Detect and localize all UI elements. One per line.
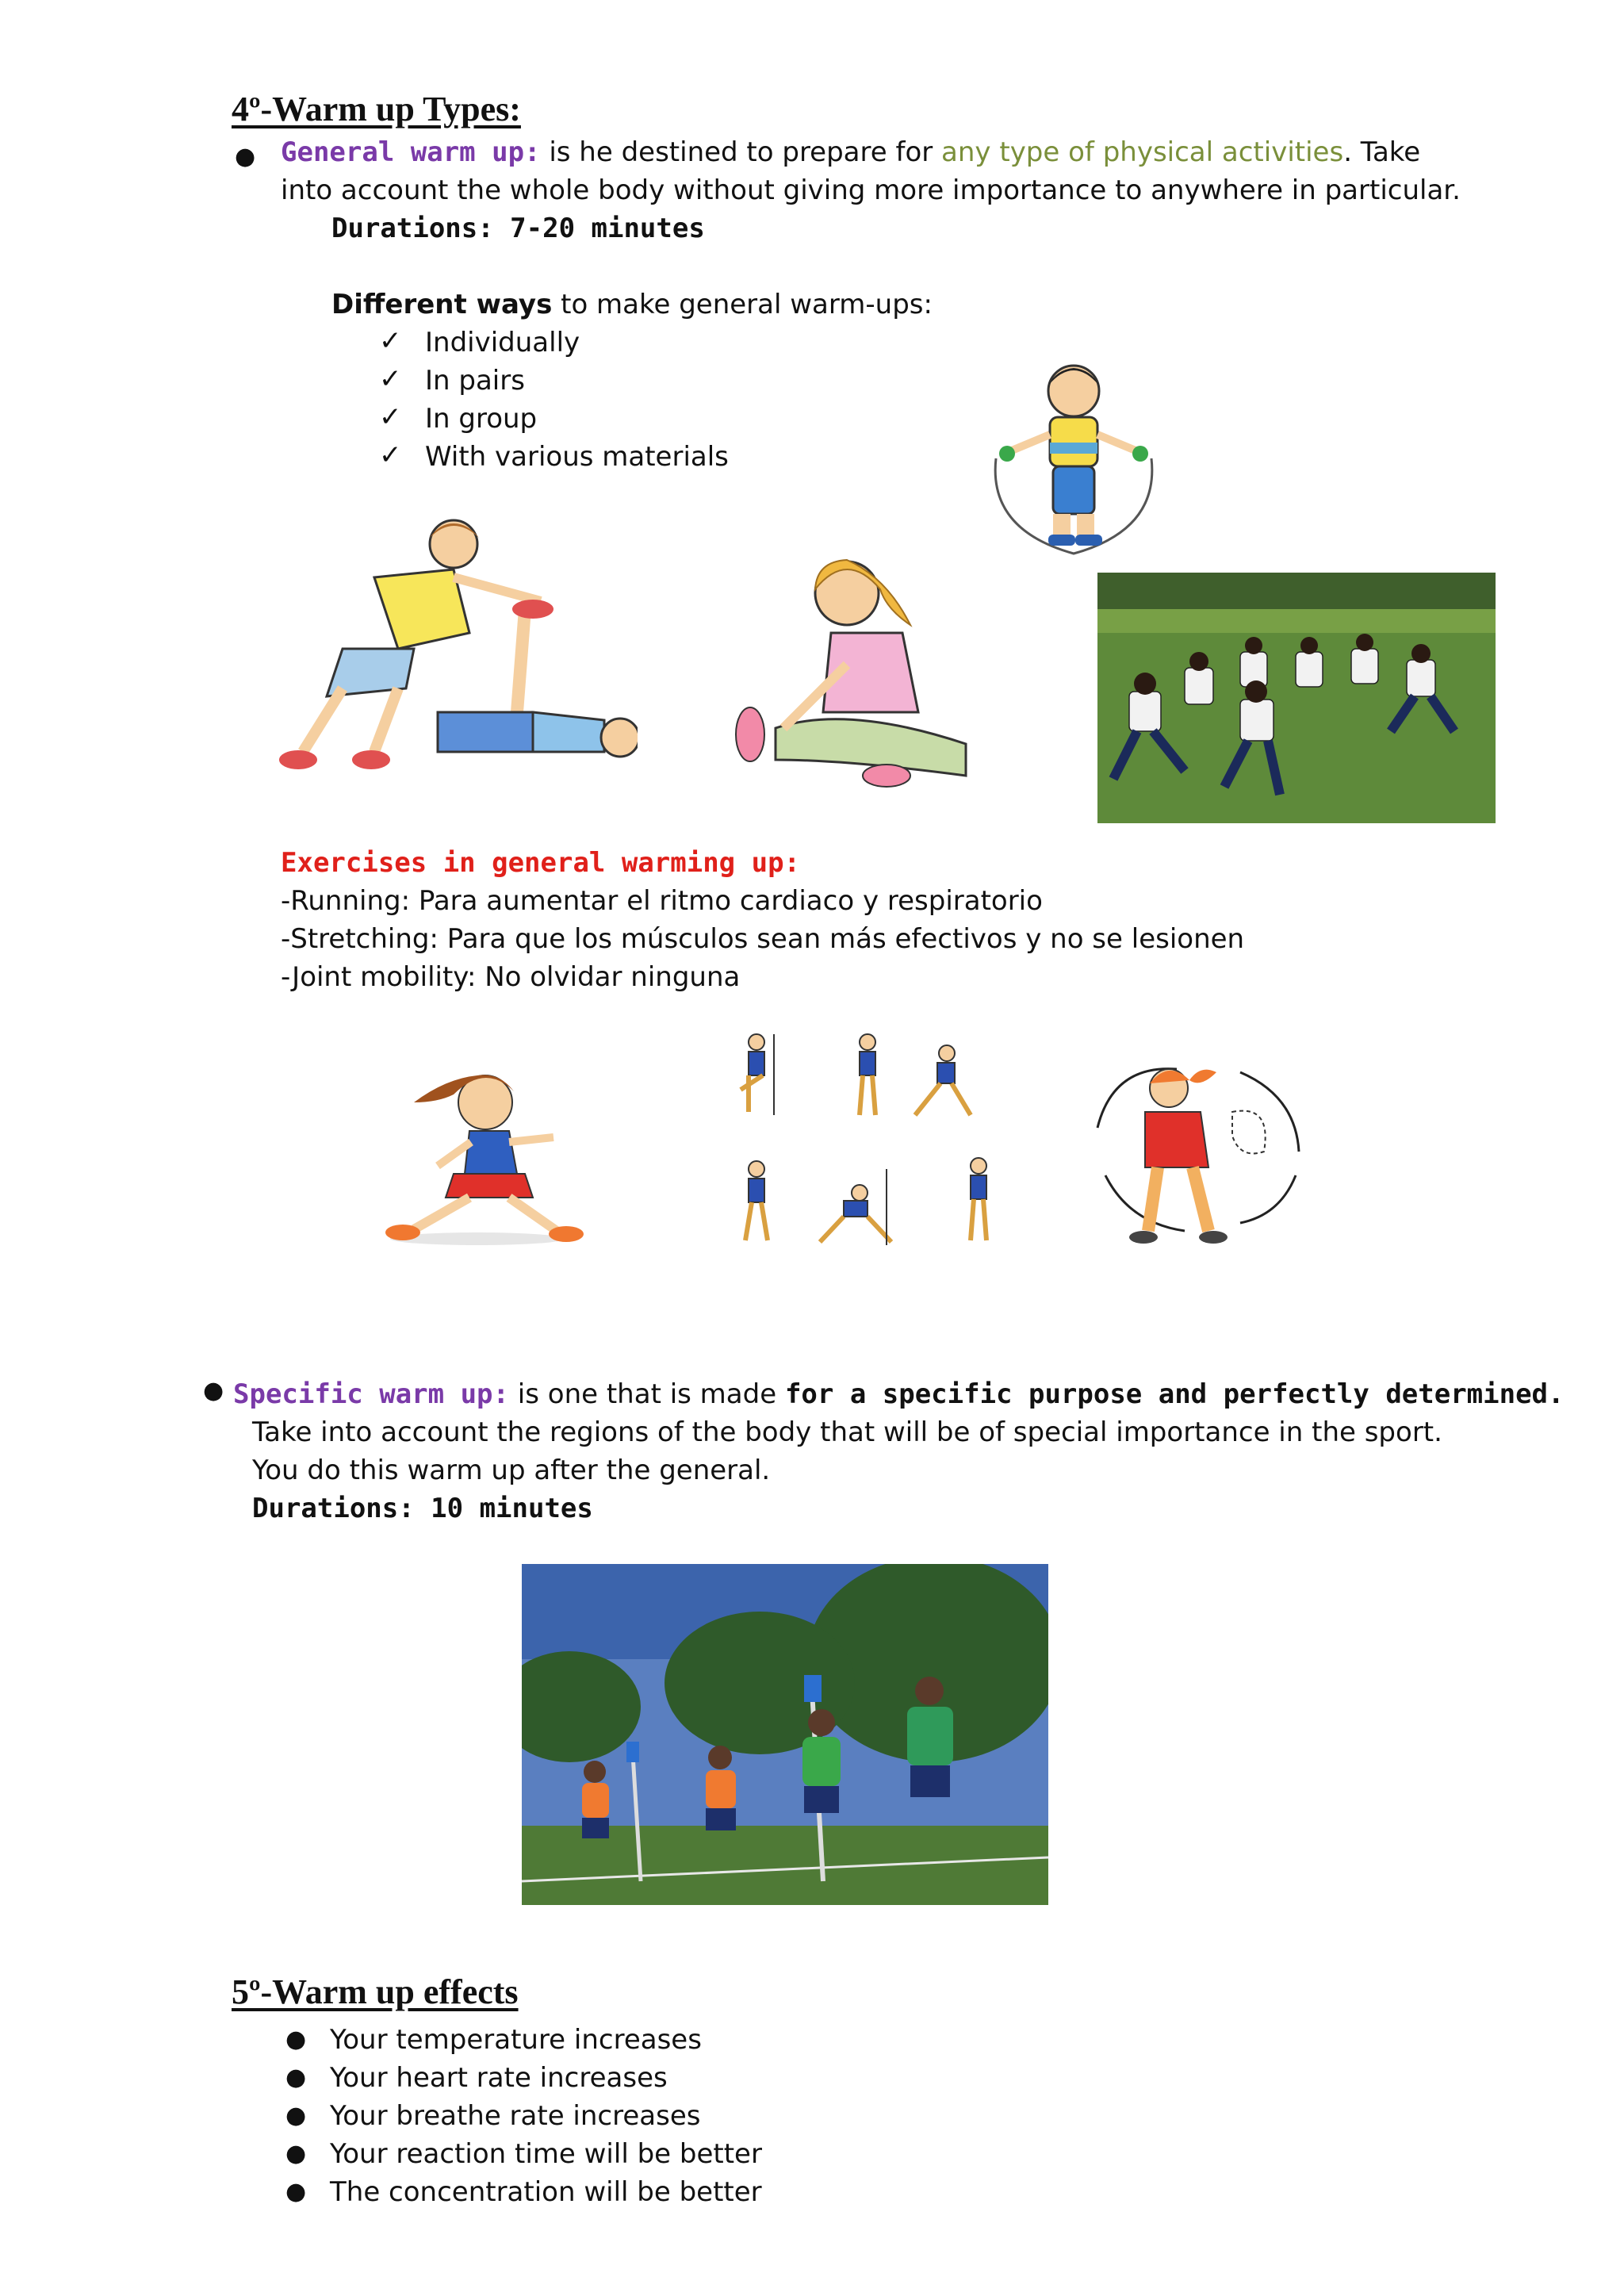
general-highlight: any type of physical activities bbox=[941, 136, 1344, 168]
stretching-poses-illustration bbox=[717, 1026, 1020, 1258]
specific-warmup-line-2: Take into account the regions of the body that will be of special importance in the sport. bbox=[252, 1416, 1442, 1448]
joint-mobility-illustration bbox=[1082, 1048, 1312, 1256]
exercise-item: -Stretching: Para que los músculos sean más efectivos y no se lesionen bbox=[281, 923, 1245, 955]
exercises-title: Exercises in general warming up: bbox=[281, 847, 801, 879]
specific-bold-text: for a specific purpose and perfectly determined. bbox=[784, 1378, 1565, 1410]
section-4-heading: 4º-Warm up Types: bbox=[232, 90, 521, 128]
jump-rope-boy-illustration bbox=[980, 355, 1167, 562]
bullet-icon: ● bbox=[285, 2140, 307, 2168]
general-colon: : bbox=[524, 136, 541, 168]
effect-item: Your temperature increases bbox=[330, 2024, 702, 2056]
general-text-1: is he destined to prepare for bbox=[540, 136, 942, 168]
check-icon: ✓ bbox=[379, 363, 402, 395]
effect-item: Your breathe rate increases bbox=[330, 2100, 701, 2132]
ways-rest: to make general warm-ups: bbox=[552, 289, 933, 320]
way-item: In group bbox=[425, 403, 538, 435]
exercise-item: -Running: Para aumentar el ritmo cardiaco y respiratorio bbox=[281, 885, 1043, 917]
section-5-heading: 5º-Warm up effects bbox=[232, 1972, 519, 2011]
pair-stretching-illustration bbox=[279, 514, 638, 788]
bullet-icon: ● bbox=[285, 2178, 307, 2206]
effect-item: Your reaction time will be better bbox=[330, 2138, 762, 2170]
general-duration: Durations: 7-20 minutes bbox=[331, 213, 705, 244]
exercise-item: -Joint mobility: No olvidar ninguna bbox=[281, 961, 741, 993]
group-warmup-photo bbox=[1097, 573, 1496, 823]
effect-item: Your heart rate increases bbox=[330, 2062, 668, 2094]
ways-bold: Different ways bbox=[331, 289, 553, 320]
way-item: With various materials bbox=[425, 441, 729, 473]
check-icon: ✓ bbox=[379, 439, 402, 471]
check-icon: ✓ bbox=[379, 325, 402, 357]
bullet-icon: ● bbox=[285, 2102, 307, 2129]
specific-duration: Durations: 10 minutes bbox=[252, 1493, 593, 1524]
seated-girl-stretch-illustration bbox=[728, 546, 986, 799]
way-item: Individually bbox=[425, 327, 580, 358]
bullet-icon: ● bbox=[285, 2026, 307, 2053]
specific-warmup-line-1 bbox=[233, 1375, 1564, 1413]
ways-intro bbox=[331, 286, 933, 324]
general-warmup-line-1 bbox=[281, 133, 1420, 171]
specific-warmup-term: Specific warm up: bbox=[233, 1378, 509, 1410]
soccer-specific-warmup-photo bbox=[522, 1564, 1048, 1905]
check-icon: ✓ bbox=[379, 401, 402, 433]
way-item: In pairs bbox=[425, 365, 525, 397]
general-text-2: . Take bbox=[1343, 136, 1421, 168]
specific-warmup-line-3: You do this warm up after the general. bbox=[252, 1455, 771, 1486]
specific-text-1: is one that is made bbox=[509, 1378, 785, 1410]
effect-item: The concentration will be better bbox=[330, 2176, 762, 2208]
general-warmup-term: General warm up bbox=[281, 136, 525, 168]
general-warmup-line-2: into account the whole body without giving more importance to anywhere in particular. bbox=[281, 174, 1461, 206]
bullet-icon: ● bbox=[285, 2064, 307, 2091]
running-girl-illustration bbox=[366, 1055, 587, 1255]
bullet-icon: ● bbox=[235, 143, 256, 171]
bullet-icon: ● bbox=[203, 1377, 224, 1405]
